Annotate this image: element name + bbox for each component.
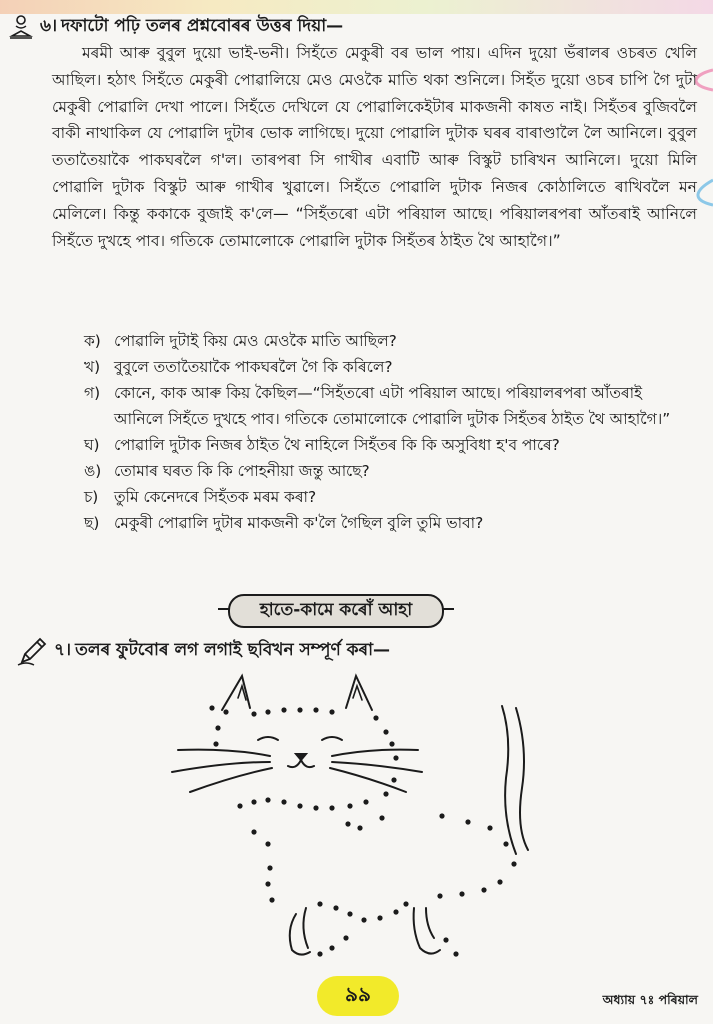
page-number-badge: ৯৯ [317, 976, 399, 1016]
dot-to-dot-cat-drawing [150, 668, 570, 968]
activity-banner: হাতে-কামে কৰোঁ আহা [228, 594, 444, 628]
list-item [84, 510, 694, 536]
question-title: দফাটো পঢ়ি তলৰ প্ৰশ্নবোৰৰ উত্তৰ দিয়া— [61, 16, 344, 36]
item-label: চ) [84, 488, 99, 506]
item-label: ঘ) [84, 436, 100, 454]
item-text: তুমি কেনেদৰে সিহঁতক মৰম কৰা? [114, 488, 317, 506]
list-item [84, 354, 694, 380]
item-text: পোৱালি দুটাক নিজৰ ঠাইত থৈ নাহিলে সিহঁতৰ কি কি অসুবিধা হ'ব পাৰে? [114, 436, 560, 454]
question-number: ৬। [40, 16, 58, 36]
item-label: ক) [84, 332, 101, 350]
item-label: ছ) [84, 514, 100, 532]
item-text: মেকুৰী পোৱালি দুটাৰ মাকজনী ক'লৈ গৈছিল বুলি তুমি ভাবা? [114, 514, 484, 532]
item-label: খ) [84, 358, 101, 376]
list-item [84, 380, 694, 432]
story-text: মৰমী আৰু বুবুল দুয়ো ভাই-ভনী। সিহঁতে মেকুৰী বৰ ভাল পায়। এদিন দুয়ো ভঁৰালৰ ওচৰত খেলি আছিল। হঠাৎ সিহঁতে মেকুৰী পোৱালিয়ে মেও মেওকৈ মাতি থকা শুনিলে। সিহঁত দুয়ো ওচৰ চাপি গৈ দুটা মেকুৰী পোৱালি দেখা পালে। সিহঁতে দেখিলে যে পোৱালিকেইটাৰ মাকজনী কাষত নাই। সিহঁতৰ বুজিবলৈ বাকী নাথাকিল যে পোৱালি দুটাৰ ভোক লাগিছে। দুয়ো পোৱালি দুটাক ঘৰৰ বাৰাণ্ডালৈ লৈ আনিলে। বুবুল ততাতৈয়াকৈ পাকঘৰলৈ গ'ল। তাৰপৰা সি গাখীৰ এবাটি আৰু বিস্কুট চাৰিখন আনিলে। দুয়ো মিলি পোৱালি দুটাক বিস্কুট আৰু গাখীৰ খুৱালে। সিহঁতে পোৱালি দুটাক নিজৰ কোঠালিতে ৰাখিবলৈ মন মেলিলে। কিন্তু ককাকে বুজাই ক'লে— “সিহঁতৰো এটা পৰিয়াল আছে। পৰিয়ালৰপৰা আঁতৰাই আনিলে সিহঁতে দুখহে পাব। গতিকে তোমালোকে পোৱালি দুটাক সিহঁতৰ ঠাইত থৈ আহাগৈ।” [52, 44, 697, 250]
pencil-icon [16, 634, 50, 668]
question-title: তলৰ ফুটবোৰ লগ লগাই ছবিখন সম্পূৰ্ণ কৰা— [75, 640, 391, 660]
item-label: গ) [84, 384, 101, 402]
chapter-label: অধ্যায় ৭ঃ পৰিয়াল [602, 992, 698, 1007]
question-number: ৭। [54, 640, 72, 660]
item-text: বুবুলে ততাতৈয়াকৈ পাকঘৰলৈ গৈ কি কৰিলে? [114, 358, 393, 376]
item-label: ঙ) [84, 462, 102, 480]
story-paragraph [52, 40, 697, 254]
question-list [84, 328, 694, 536]
item-text: তোমাৰ ঘৰত কি কি পোহনীয়া জন্তু আছে? [114, 462, 370, 480]
list-item [84, 484, 694, 510]
item-text: কোনে, কাক আৰু কিয় কৈছিল—“সিহঁতৰো এটা পৰিয়াল আছে। পৰিয়ালৰপৰা আঁতৰাই আনিলে সিহঁতে দুখহে পাব। গতিকে তোমালোকে পোৱালি দুটাক সিহঁতৰ ঠাইত থৈ আহাগৈ।” [114, 384, 671, 428]
list-item [84, 432, 694, 458]
item-text: পোৱালি দুটাই কিয় মেও মেওকৈ মাতি আছিল? [114, 332, 397, 350]
question-7-heading [16, 634, 616, 668]
list-item [84, 458, 694, 484]
reading-student-icon [8, 14, 34, 40]
question-6-heading [8, 12, 698, 42]
list-item [84, 328, 694, 354]
